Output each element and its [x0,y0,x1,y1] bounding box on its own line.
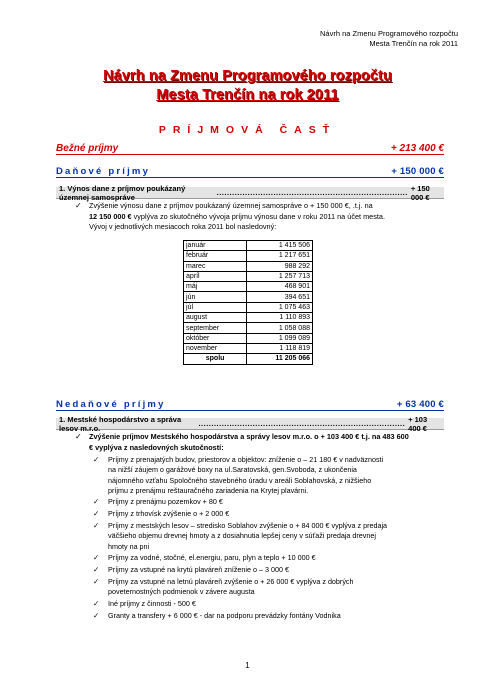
bullet-line: Príjmy za vstupné na krytú plaváreň zníženie o – 3 000 € [108,565,289,574]
table-row [184,282,313,292]
danove-prijmy-bar [56,163,444,178]
value-cell: 1 217 651 [247,251,313,261]
bullet-line: Iné príjmy z činnosti - 500 € [108,599,196,608]
bullet-item [108,553,444,563]
bezne-prijmy-amount: + 213 400 € [390,143,444,154]
item2-paragraph [89,432,444,453]
table-total-row [184,354,313,364]
item2-text-line-2: € vyplýva z nasledovných skutočností: [89,442,224,452]
bullet-line: hmoty na pni [108,541,150,551]
item2-text-line-1 [89,432,444,443]
month-cell: apríl [184,271,247,281]
bullet-check-icon: ✓ [93,553,100,562]
item1-text-line-2-rest: vyplýva zo skutočného vývoja príjmu výnosu dane v roku 2011 na účet mesta. [131,211,385,221]
table-row [184,292,313,302]
bullet-line: Príjmy z prenájmu pozemkov + 80 € [108,497,223,506]
table-row [184,333,313,343]
value-cell: 1 415 506 [247,241,313,251]
item1-paragraph [89,201,444,233]
bullet-check-icon: ✓ [93,455,100,464]
bullet-line: Príjmy za vstupné na letnú plaváreň zvýšenie o + 26 000 € vyplýva z dobrých [108,577,354,586]
page-number: 1 [245,661,250,670]
value-cell: 1 075 463 [247,302,313,312]
item-row-vynos-dane [56,183,444,202]
bullet-check-icon: ✓ [93,509,100,518]
bullet-check-icon: ✓ [93,521,100,530]
value-cell: 988 292 [247,261,313,271]
checkmark-icon: ✓ [75,432,82,441]
table-row [184,241,313,251]
monthly-revenue-table [183,240,313,365]
month-cell: jún [184,292,247,302]
month-cell: júl [184,302,247,312]
month-cell: august [184,313,247,323]
table-row [184,313,313,323]
value-cell: 1 257 713 [247,271,313,281]
value-cell: 468 901 [247,282,313,292]
bullet-item [108,577,444,598]
bullet-check-icon: ✓ [93,577,100,586]
leader-dots: ................................................................................ [198,419,406,428]
document-title-line-1: Návrh na Zmenu Programového rozpočtu [103,68,392,84]
item2-text-line-1a: Zvýšenie príjmov Mestského hospodárstva a správy lesov m.r.o. [89,432,315,441]
item-amount: + 150 000 € [410,183,430,202]
danove-prijmy-amount: + 150 000 € [391,166,444,177]
bullet-check-icon: ✓ [93,497,100,506]
value-cell: 394 651 [247,292,313,302]
bullet-line: Príjmy z prenajatých budov, priestorov a objektov: zníženie o – 21 180 € v nadväznosti [108,455,384,464]
item1-text-line-2 [89,212,444,223]
value-cell: 1 110 893 [247,313,313,323]
bullet-line: na nižší záujem o garážové boxy na ul.Saratovská, gen.Svoboda, z ukončenia [108,465,357,475]
bullet-line: Príjmy z trhovísk zvýšenie o + 2 000 € [108,509,230,518]
item-label: 1. Mestské hospodárstvo a správa lesov m.r.o. [59,414,182,433]
month-cell: február [184,251,247,261]
bullet-item [108,455,444,496]
nedanove-prijmy-label: Nedaňové príjmy [56,399,166,410]
section-title: PRÍJMOVÁ ČASŤ [158,124,337,136]
nedanove-prijmy-bar [56,396,444,411]
table-row [184,302,313,312]
bullet-line: väčšieho objemu drevnej hmoty a z dosiahnutia lepšej ceny v súťaži predaja drevnej [108,531,376,541]
leader-dots: .......................................................................... [216,188,408,197]
bezne-prijmy-label: Bežné príjmy [56,143,119,154]
value-cell: 1 118 819 [247,343,313,353]
month-cell: november [184,343,247,353]
item1-amount-bold: 12 150 000 € [89,211,132,221]
bullet-line: nájomného vzťahu Spoločného stavebného úradu v areáli Soblahovská, z nižšieho [108,475,372,485]
nedanove-prijmy-amount: + 63 400 € [396,399,444,410]
table-row [184,261,313,271]
bullet-item [108,521,444,552]
bullet-line: Príjmy z mestských lesov – stredisko Soblahov zvýšenie o + 84 000 € vyplýva z predaja [108,521,388,530]
checkmark-icon: ✓ [75,201,82,210]
bullet-item [108,565,444,575]
header-line-1: Návrh na Zmenu Programového rozpočtu [320,29,458,38]
month-cell: marec [184,261,247,271]
bullet-check-icon: ✓ [93,565,100,574]
item-label: 1. Výnos dane z príjmov poukázaný územnej samospráve [59,183,186,202]
total-value-cell: 11 205 066 [247,354,313,364]
item2-text-line-1b: o + 103 400 € t.j. na 483 600 [314,432,409,441]
bullet-line: Granty a transfery + 6 000 € - dar na podporu prevádzky fontány Vodnika [108,611,341,620]
bullet-line: Príjmy za vodné, stočné, el.energiu, paru, plyn a teplo + 10 000 € [108,553,316,562]
bezne-prijmy-bar [56,140,444,155]
month-cell: september [184,323,247,333]
month-cell: január [184,241,247,251]
bullet-item [108,599,444,609]
item1-text-line-3: Vývoj v jednotlivých mesiacoch roka 2011 bol nasledovný: [89,222,277,231]
value-cell: 1 099 089 [247,333,313,343]
header-line-2: Mesta Trenčín na rok 2011 [369,39,458,48]
bullet-line: príjmu z prenájmu reštauračného zariadenia na Krytej plavárni. [108,485,309,495]
table-row [184,251,313,261]
danove-prijmy-label: Daňové príjmy [56,166,151,177]
item-amount: + 103 400 € [408,414,428,433]
bullet-check-icon: ✓ [93,611,100,620]
bullet-item [108,611,444,621]
bullet-item [108,497,444,507]
table-row [184,343,313,353]
bullet-item [108,509,444,519]
item-row-mestske-hospodarstvo [56,414,444,433]
bullet-line: poveternostných podmienok v závere augusta [108,587,255,597]
document-title-line-2: Mesta Trenčín na rok 2011 [156,87,339,103]
bullet-check-icon: ✓ [93,599,100,608]
table-row [184,323,313,333]
value-cell: 1 058 088 [247,323,313,333]
month-cell: október [184,333,247,343]
item1-text-line-1: Zvýšenie výnosu dane z príjmov poukázaný územnej samospráve o + 150 000 €, .t.j. na [89,201,373,210]
month-cell: máj [184,282,247,292]
total-label-cell: spolu [184,354,247,364]
table-row [184,271,313,281]
